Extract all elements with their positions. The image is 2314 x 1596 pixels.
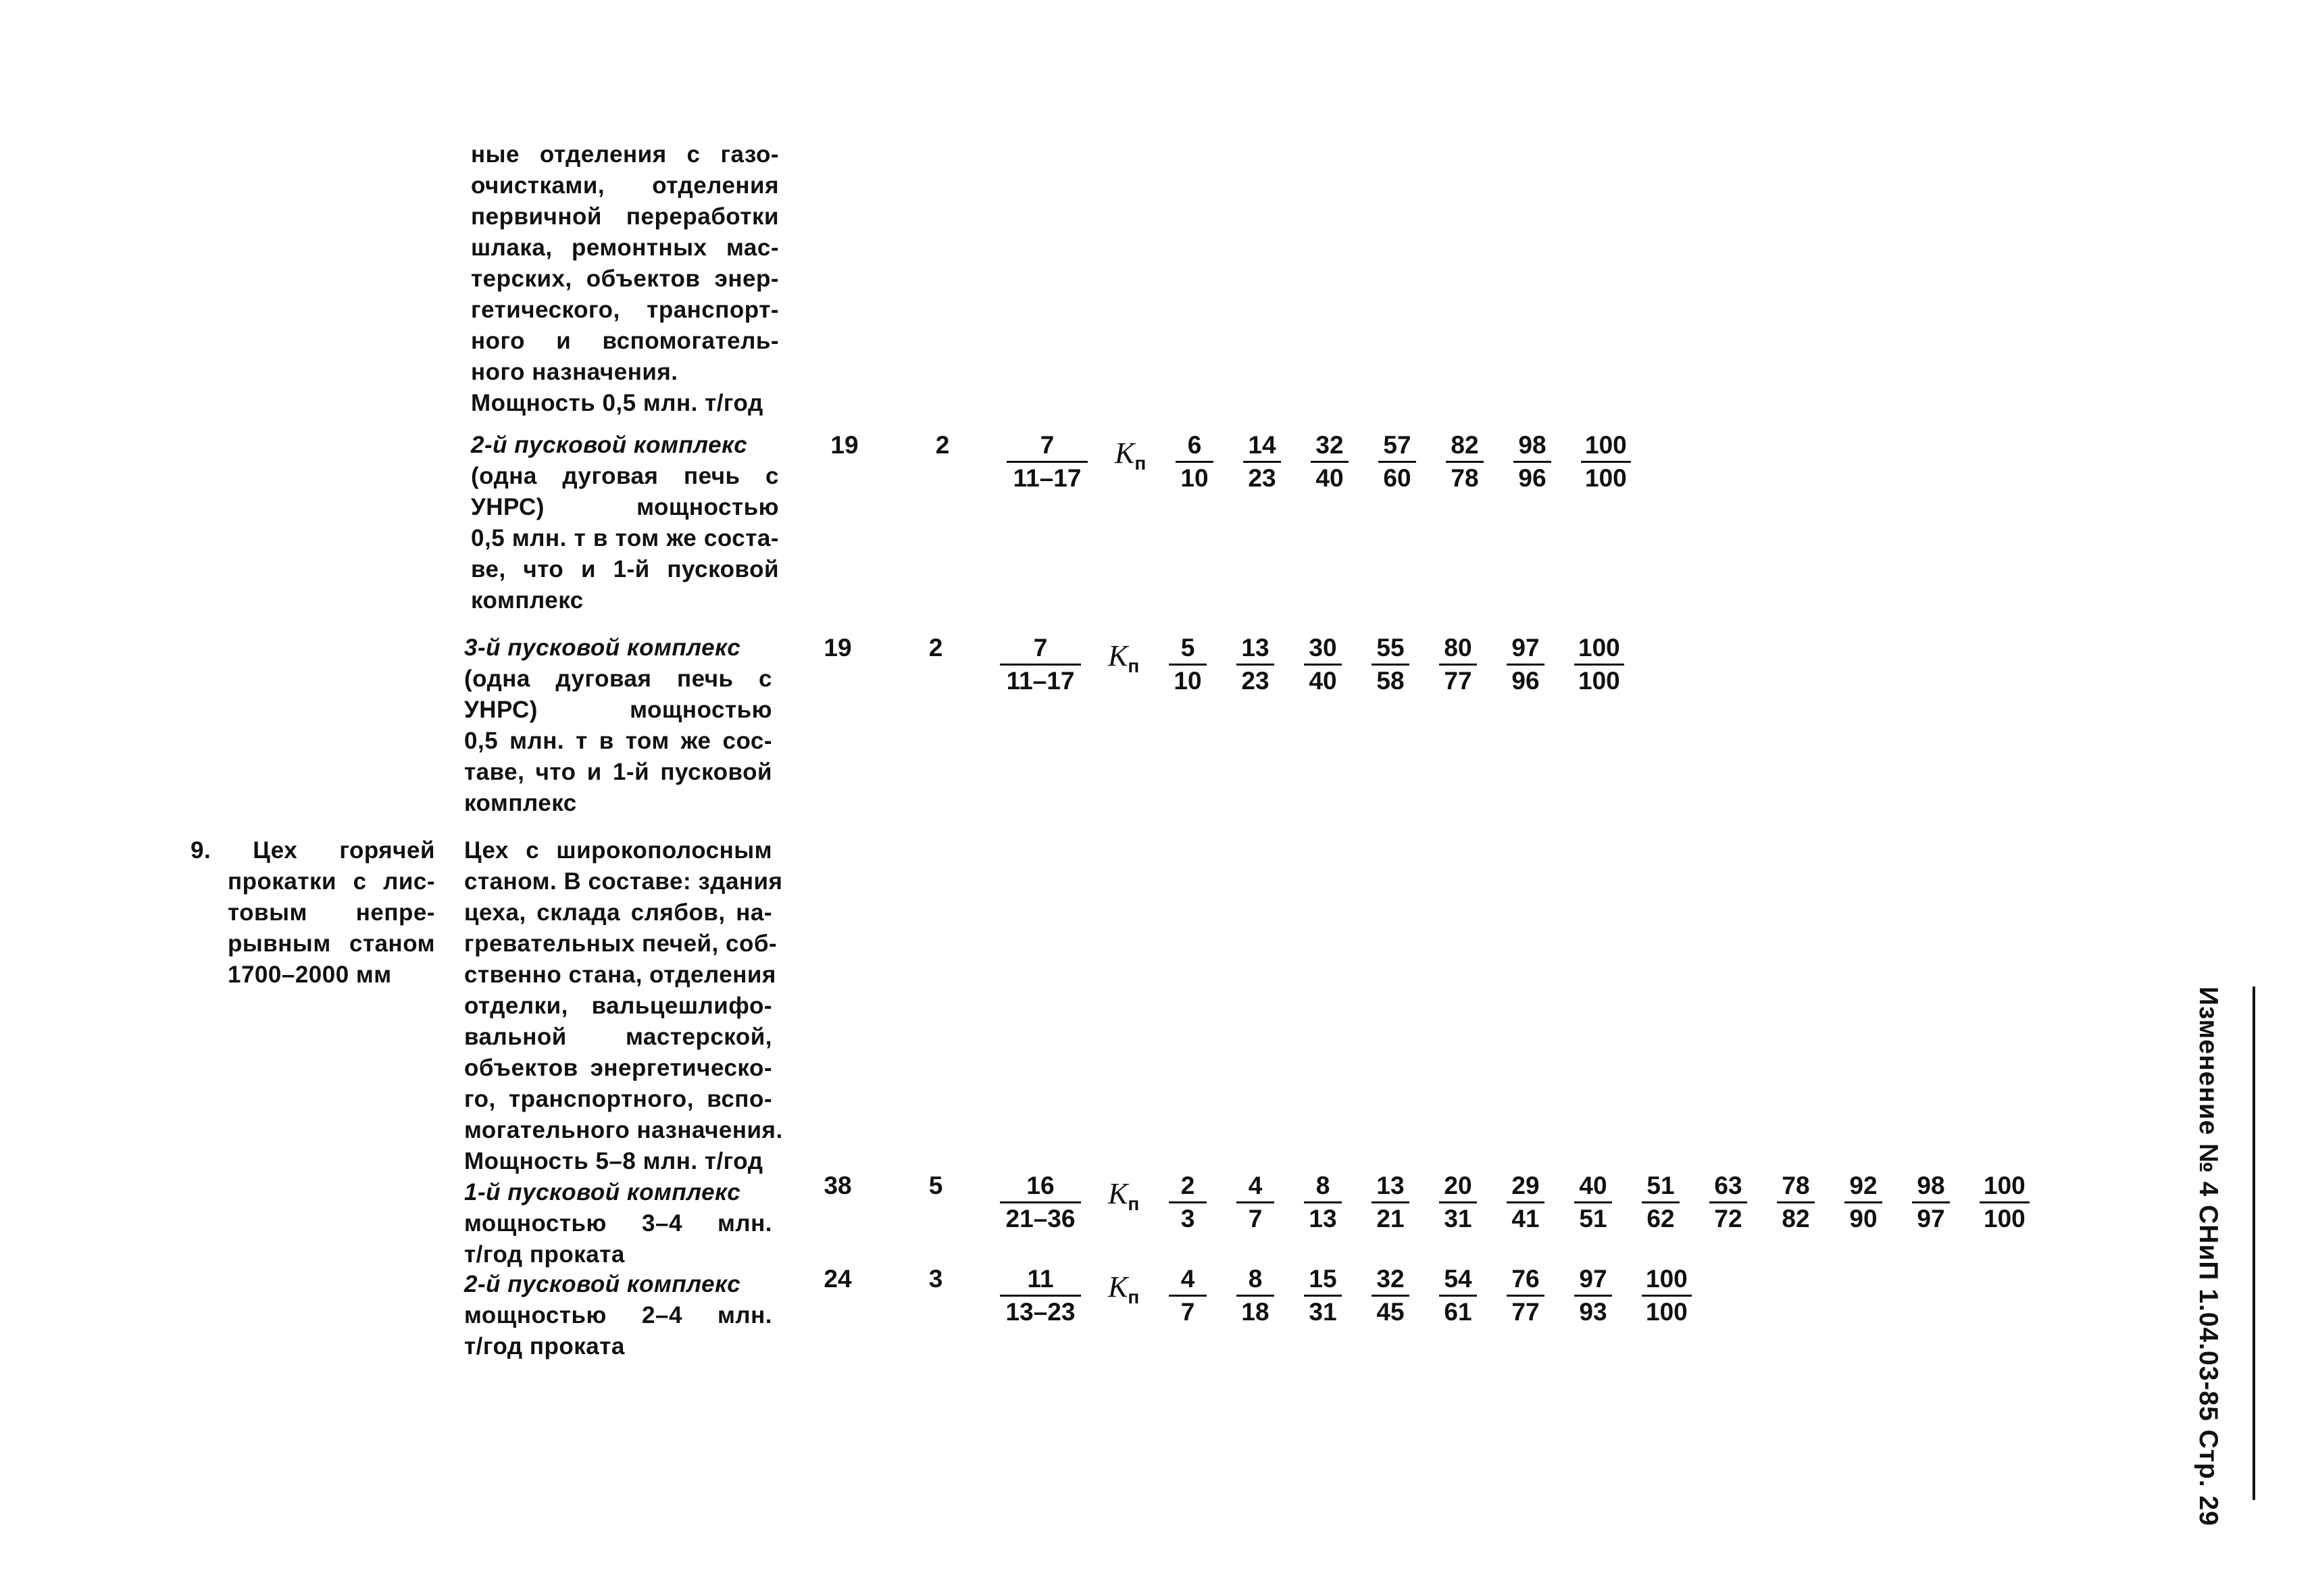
numerator: 51 xyxy=(1642,1170,1680,1203)
numerator: 11 xyxy=(1000,1264,1081,1297)
denominator: 100 xyxy=(1984,1205,2026,1232)
numerator: 76 xyxy=(1507,1264,1544,1297)
c1-text xyxy=(464,1177,772,1270)
fraction-cell xyxy=(1513,430,1551,494)
text-line: ве, что и 1-й пусковой xyxy=(471,556,779,582)
numerator: 55 xyxy=(1372,632,1409,666)
main-fraction xyxy=(1000,1170,1081,1235)
numerator: 100 xyxy=(1574,632,1624,666)
text-line: вальной мастерской, xyxy=(464,1024,772,1050)
text-line: УНРС) мощностью xyxy=(464,697,772,723)
item9-description xyxy=(464,835,783,1177)
fraction-cell xyxy=(1372,1264,1409,1328)
numerator: 7 xyxy=(1000,632,1081,666)
text-line: Мощность 5–8 млн. т/год xyxy=(464,1148,763,1174)
k-subscript: п xyxy=(1134,452,1147,474)
denominator: 10 xyxy=(1180,464,1209,492)
text-line: мощностью 2–4 млн. xyxy=(464,1302,772,1328)
value-b: 2 xyxy=(928,634,943,662)
numerator: 98 xyxy=(1912,1170,1950,1203)
numerator: 29 xyxy=(1507,1170,1544,1203)
complex-title: 1-й пусковой комплекс xyxy=(464,1179,741,1205)
numerator: 5 xyxy=(1169,632,1207,666)
fraction-cell xyxy=(1574,632,1624,697)
fraction-cell xyxy=(1372,1170,1409,1235)
intro-text xyxy=(471,139,779,419)
text-line: товым непре- xyxy=(228,899,435,926)
item9-title xyxy=(191,835,435,991)
fraction-cell xyxy=(1844,1170,1882,1235)
value-b: 3 xyxy=(928,1265,943,1293)
numerator: 7 xyxy=(1007,430,1088,463)
text-line: Мощность 0,5 млн. т/год xyxy=(471,390,763,416)
denominator: 10 xyxy=(1174,667,1202,695)
value-a: 19 xyxy=(830,431,859,459)
numerator: 14 xyxy=(1243,430,1281,463)
fraction-cell xyxy=(1709,1170,1747,1235)
denominator: 31 xyxy=(1444,1205,1472,1232)
denominator: 11–17 xyxy=(1013,464,1082,492)
denominator: 18 xyxy=(1241,1298,1269,1326)
main-fraction xyxy=(1000,1264,1081,1328)
numerator: 32 xyxy=(1311,430,1349,463)
text-line: станом. В составе: здания xyxy=(464,868,783,895)
text-line: мощностью 3–4 млн. xyxy=(464,1210,772,1237)
value-b: 2 xyxy=(935,431,950,459)
numerator: 78 xyxy=(1777,1170,1815,1203)
numerator: 100 xyxy=(1581,430,1631,463)
numerator: 13 xyxy=(1372,1170,1409,1203)
text-line: т/год проката xyxy=(464,1333,625,1360)
numerator: 80 xyxy=(1439,632,1477,666)
text-line: терских, объектов энер- xyxy=(471,266,779,292)
document-reference: Изменение № 4 СНиП 1.04.03-85 Стр. 29 xyxy=(2194,987,2223,1526)
c2-text xyxy=(464,1269,772,1362)
text-line: ственно стана, отделения xyxy=(464,962,776,988)
text-line: шлака, ремонтных мас- xyxy=(471,234,779,261)
denominator: 60 xyxy=(1383,464,1411,492)
fraction-cell xyxy=(1642,1264,1692,1328)
numerator: 6 xyxy=(1176,430,1213,463)
numerator: 16 xyxy=(1000,1170,1081,1203)
text-line: рывным станом xyxy=(228,930,435,957)
denominator: 40 xyxy=(1309,667,1337,695)
numerator: 15 xyxy=(1304,1264,1342,1297)
denominator: 58 xyxy=(1376,667,1405,695)
fraction-cell xyxy=(1777,1170,1815,1235)
fraction-cell xyxy=(1236,1264,1274,1328)
complex-title: 2-й пусковой комплекс xyxy=(464,1271,741,1297)
numerator: 4 xyxy=(1169,1264,1207,1297)
fraction-cell xyxy=(1439,1170,1477,1235)
numerator: 40 xyxy=(1574,1170,1612,1203)
denominator: 90 xyxy=(1849,1205,1878,1232)
numerator: 20 xyxy=(1439,1170,1477,1203)
fraction-cell xyxy=(1581,430,1631,494)
text-line: отделки, вальцешлифо- xyxy=(464,993,772,1019)
text-line: очистками, отделения xyxy=(471,172,779,199)
value-a: 38 xyxy=(824,1172,852,1199)
fraction-cell xyxy=(1980,1170,2030,1235)
fraction-cell xyxy=(1507,1264,1544,1328)
k-coefficient-symbol xyxy=(1108,641,1139,682)
denominator: 72 xyxy=(1714,1205,1742,1232)
denominator: 100 xyxy=(1646,1298,1688,1326)
denominator: 97 xyxy=(1917,1205,1945,1232)
text-line: комплекс xyxy=(464,790,577,816)
fraction-cell xyxy=(1912,1170,1950,1235)
text-line: го, транспортного, вспо- xyxy=(464,1086,772,1112)
k-subscript: п xyxy=(1128,1286,1140,1307)
text-line: объектов энергетическо- xyxy=(464,1055,772,1081)
denominator: 82 xyxy=(1782,1205,1810,1232)
fraction-cell xyxy=(1236,1170,1274,1235)
fraction-cell xyxy=(1304,632,1342,697)
denominator: 100 xyxy=(1578,667,1620,695)
denominator: 77 xyxy=(1511,1298,1540,1326)
denominator: 77 xyxy=(1444,667,1472,695)
complex-title: 3-й пусковой комплекс xyxy=(464,634,741,661)
numerator: 63 xyxy=(1709,1170,1747,1203)
k-letter: K xyxy=(1108,1270,1128,1303)
fraction-cell xyxy=(1439,1264,1477,1328)
denominator: 93 xyxy=(1579,1298,1607,1326)
fraction-cell xyxy=(1236,632,1274,697)
value-a: 24 xyxy=(824,1265,852,1293)
fraction-cell xyxy=(1169,1264,1207,1328)
text-line: Цех с широкополосным xyxy=(464,837,772,864)
complex3-text xyxy=(464,632,772,819)
complex2-text xyxy=(471,430,779,616)
text-line: могательного назначения. xyxy=(464,1117,783,1143)
fraction-cell xyxy=(1507,632,1544,697)
denominator: 96 xyxy=(1511,667,1540,695)
denominator: 78 xyxy=(1451,464,1479,492)
denominator: 13 xyxy=(1309,1205,1337,1232)
main-fraction xyxy=(1007,430,1088,494)
fraction-cell xyxy=(1169,1170,1207,1235)
numerator: 98 xyxy=(1513,430,1551,463)
main-fraction xyxy=(1000,632,1081,697)
k-coefficient-symbol xyxy=(1108,1178,1139,1220)
denominator: 23 xyxy=(1248,464,1276,492)
denominator: 41 xyxy=(1511,1205,1540,1232)
fraction-cell xyxy=(1304,1170,1342,1235)
numerator: 100 xyxy=(1980,1170,2030,1203)
denominator: 45 xyxy=(1376,1298,1405,1326)
numerator: 82 xyxy=(1446,430,1484,463)
denominator: 96 xyxy=(1518,464,1546,492)
fraction-cell xyxy=(1304,1264,1342,1328)
text-line: УНРС) мощностью xyxy=(471,494,779,520)
text-line: прокатки с лис- xyxy=(228,868,435,895)
text-line: 9. Цех горячей xyxy=(191,837,435,864)
denominator: 23 xyxy=(1241,667,1269,695)
text-line: комплекс xyxy=(471,587,584,614)
denominator: 40 xyxy=(1315,464,1344,492)
text-line: (одна дуговая печь с xyxy=(471,463,779,489)
value-b: 5 xyxy=(928,1172,943,1199)
page-header-vertical xyxy=(2189,987,2257,1526)
numerator: 30 xyxy=(1304,632,1342,666)
text-line: 1700–2000 мм xyxy=(228,962,392,988)
denominator: 13–23 xyxy=(1005,1298,1076,1326)
denominator: 100 xyxy=(1585,464,1627,492)
denominator: 3 xyxy=(1180,1205,1195,1232)
text-line: ные отделения с газо- xyxy=(471,141,779,168)
text-line: цеха, склада слябов, на- xyxy=(464,899,772,926)
denominator: 61 xyxy=(1444,1298,1472,1326)
fraction-cell xyxy=(1243,430,1281,494)
numerator: 100 xyxy=(1642,1264,1692,1297)
text-line: таве, что и 1-й пусковой xyxy=(464,759,772,785)
text-line: ного и вспомогатель- xyxy=(471,328,779,354)
text-line: ного назначения. xyxy=(471,359,678,385)
text-line: гетического, транспорт- xyxy=(471,297,779,323)
fraction-cell xyxy=(1642,1170,1680,1235)
numerator: 97 xyxy=(1507,632,1544,666)
denominator: 21–36 xyxy=(1005,1205,1076,1232)
denominator: 31 xyxy=(1309,1298,1337,1326)
denominator: 51 xyxy=(1579,1205,1607,1232)
text-line: 0,5 млн. т в том же соста- xyxy=(471,525,779,551)
text-line: первичной переработки xyxy=(471,203,779,230)
numerator: 54 xyxy=(1439,1264,1477,1297)
numerator: 32 xyxy=(1372,1264,1409,1297)
k-subscript: п xyxy=(1128,655,1140,676)
k-letter: K xyxy=(1108,1177,1128,1210)
k-coefficient-symbol xyxy=(1108,1272,1139,1313)
fraction-cell xyxy=(1574,1170,1612,1235)
numerator: 97 xyxy=(1574,1264,1612,1297)
numerator: 4 xyxy=(1236,1170,1274,1203)
text-line: т/год проката xyxy=(464,1241,625,1268)
divider-line xyxy=(2253,987,2255,1500)
fraction-cell xyxy=(1378,430,1416,494)
fraction-cell xyxy=(1446,430,1484,494)
fraction-cell xyxy=(1169,632,1207,697)
denominator: 7 xyxy=(1248,1205,1263,1232)
complex-title: 2-й пусковой комплекс xyxy=(471,432,748,458)
numerator: 8 xyxy=(1304,1170,1342,1203)
fraction-cell xyxy=(1311,430,1349,494)
numerator: 8 xyxy=(1236,1264,1274,1297)
value-a: 19 xyxy=(824,634,852,662)
text-line: гревательных печей, соб- xyxy=(464,930,778,957)
k-letter: K xyxy=(1108,639,1128,672)
text-line: 0,5 млн. т в том же сос- xyxy=(464,728,772,754)
k-coefficient-symbol xyxy=(1115,438,1146,479)
denominator: 11–17 xyxy=(1006,667,1075,695)
fraction-cell xyxy=(1574,1264,1612,1328)
numerator: 13 xyxy=(1236,632,1274,666)
fraction-cell xyxy=(1439,632,1477,697)
fraction-cell xyxy=(1372,632,1409,697)
k-letter: K xyxy=(1115,437,1135,470)
text-line: (одна дуговая печь с xyxy=(464,666,772,692)
numerator: 2 xyxy=(1169,1170,1207,1203)
denominator: 7 xyxy=(1180,1298,1195,1326)
k-subscript: п xyxy=(1128,1193,1140,1214)
denominator: 62 xyxy=(1646,1205,1675,1232)
fraction-cell xyxy=(1507,1170,1544,1235)
denominator: 21 xyxy=(1376,1205,1405,1232)
numerator: 57 xyxy=(1378,430,1416,463)
fraction-cell xyxy=(1176,430,1213,494)
numerator: 92 xyxy=(1844,1170,1882,1203)
